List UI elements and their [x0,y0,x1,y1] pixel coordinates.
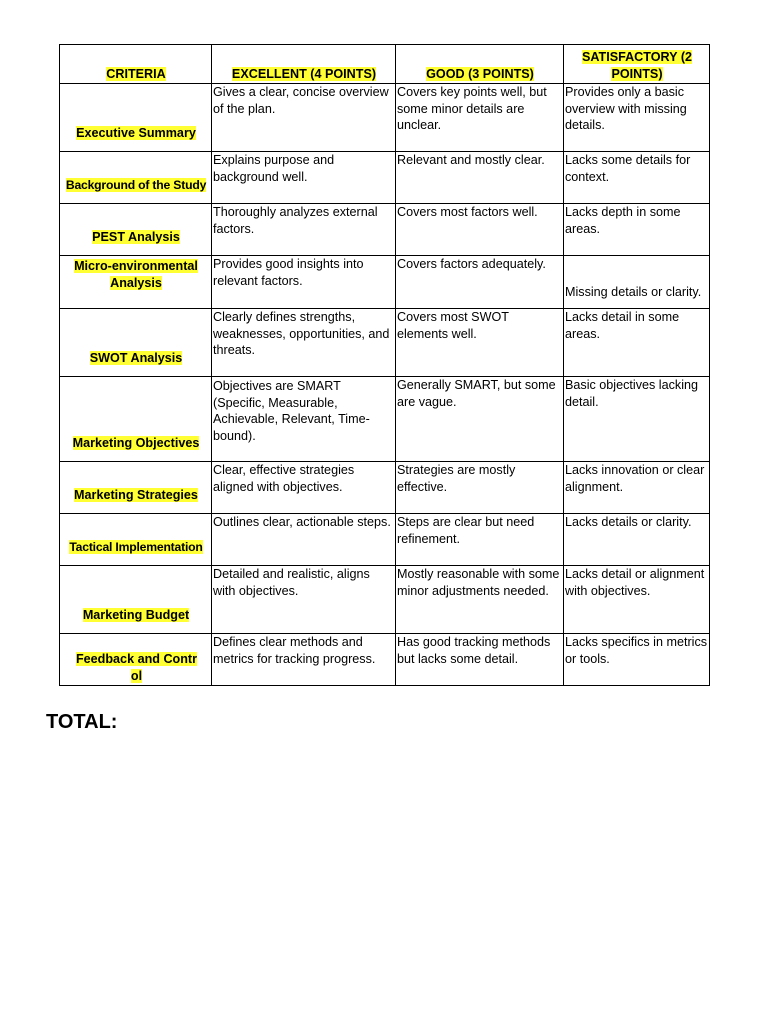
excellent-cell: Clear, effective strategies aligned with objectives. [212,462,396,514]
header-good-cell [396,45,564,84]
criteria-cell [60,462,212,514]
header-criteria-cell [60,45,212,84]
satisfactory-cell: Lacks specifics in metrics or tools. [564,634,710,686]
excellent-cell: Gives a clear, concise overview of the plan. [212,84,396,152]
table-row [60,514,710,566]
criteria-label: Executive Summary [76,125,196,140]
excellent-cell: Provides good insights into relevant factors. [212,256,396,309]
good-cell: Generally SMART, but some are vague. [396,377,564,462]
header-satisfactory: SATISFACTORY (2 POINTS) [581,50,693,81]
table-row [60,204,710,256]
criteria-cell [60,204,212,256]
criteria-cell [60,256,212,309]
good-cell: Mostly reasonable with some minor adjustments needed. [396,566,564,634]
criteria-label: Micro-environmental Analysis [74,259,198,290]
table-row [60,84,710,152]
header-excellent-cell [212,45,396,84]
excellent-cell: Clearly defines strengths, weaknesses, opportunities, and threats. [212,309,396,377]
criteria-cell [60,84,212,152]
good-cell: Covers most SWOT elements well. [396,309,564,377]
excellent-cell: Detailed and realistic, aligns with objectives. [212,566,396,634]
good-cell: Covers factors adequately. [396,256,564,309]
excellent-cell: Objectives are SMART (Specific, Measurable, Achievable, Relevant, Time-bound). [212,377,396,462]
criteria-label: Marketing Budget [82,607,190,622]
table-row [60,256,710,309]
good-cell: Covers key points well, but some minor details are unclear. [396,84,564,152]
criteria-cell [60,309,212,377]
table-row [60,377,710,462]
criteria-label: SWOT Analysis [89,350,183,365]
table-row [60,152,710,204]
criteria-label: Tactical Implementation [69,539,203,554]
header-good: GOOD (3 POINTS) [426,66,534,81]
header-row [60,45,710,84]
rubric-table [59,44,710,686]
criteria-label: PEST Analysis [92,229,180,244]
criteria-label: Marketing Objectives [72,435,200,450]
criteria-cell [60,566,212,634]
criteria-cell [60,377,212,462]
criteria-cell [60,152,212,204]
good-cell: Covers most factors well. [396,204,564,256]
good-cell: Relevant and mostly clear. [396,152,564,204]
header-criteria: CRITERIA [106,66,166,81]
excellent-cell: Defines clear methods and metrics for tracking progress. [212,634,396,686]
good-cell: Has good tracking methods but lacks some detail. [396,634,564,686]
satisfactory-cell: Lacks innovation or clear alignment. [564,462,710,514]
criteria-cell [60,634,212,686]
criteria-cell [60,514,212,566]
excellent-cell: Outlines clear, actionable steps. [212,514,396,566]
satisfactory-cell: Lacks details or clarity. [564,514,710,566]
good-cell: Strategies are mostly effective. [396,462,564,514]
table-row [60,309,710,377]
satisfactory-cell: Provides only a basic overview with missing details. [564,84,710,152]
good-cell: Steps are clear but need refinement. [396,514,564,566]
table-row [60,566,710,634]
table-row [60,462,710,514]
header-satisfactory-cell [564,45,710,84]
satisfactory-cell: Missing details or clarity. [564,256,710,309]
satisfactory-cell: Lacks depth in some areas. [564,204,710,256]
total-label: TOTAL: [46,711,118,733]
criteria-label: Marketing Strategies [74,487,198,502]
criteria-label: Feedback and Control [75,652,198,683]
criteria-label: Background of the Study [65,177,207,192]
satisfactory-cell: Lacks detail in some areas. [564,309,710,377]
satisfactory-cell: Lacks some details for context. [564,152,710,204]
table-row [60,634,710,686]
excellent-cell: Explains purpose and background well. [212,152,396,204]
satisfactory-cell: Basic objectives lacking detail. [564,377,710,462]
excellent-cell: Thoroughly analyzes external factors. [212,204,396,256]
header-excellent: EXCELLENT (4 POINTS) [231,66,377,81]
satisfactory-cell: Lacks detail or alignment with objectives. [564,566,710,634]
